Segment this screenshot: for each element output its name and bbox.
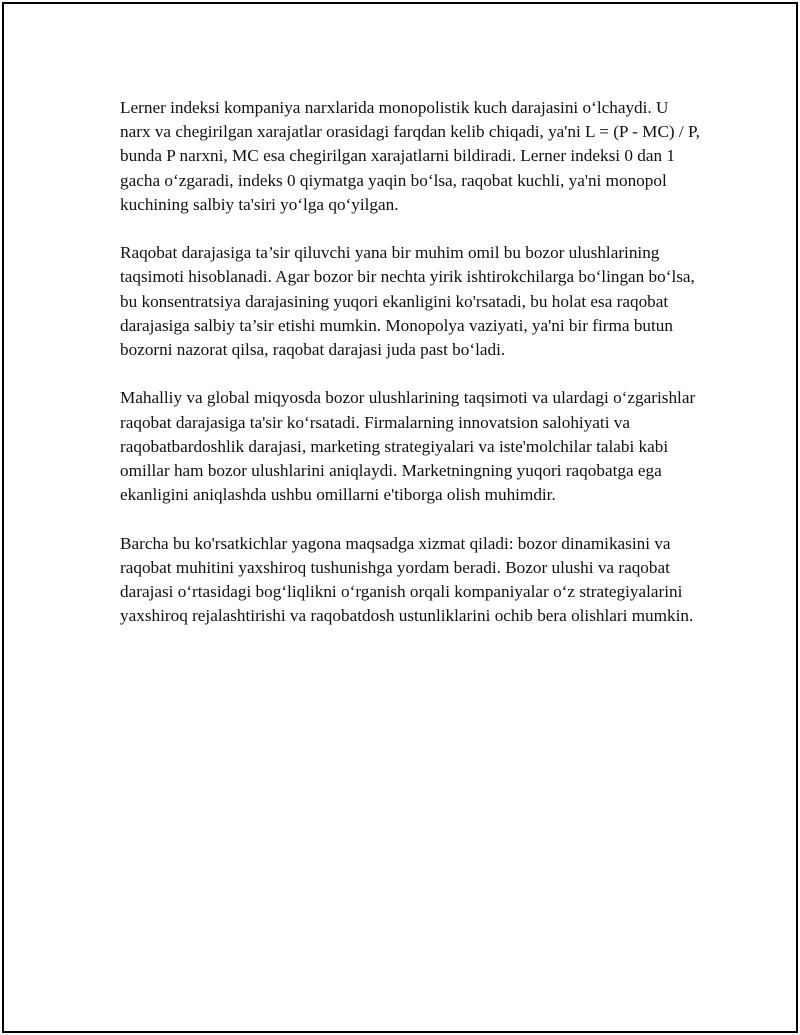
document-body	[120, 96, 700, 653]
paragraph-market-share-distribution: Raqobat darajasiga ta’sir qiluvchi yana bir muhim omil bu bozor ulushlarining taqsimoti hisoblanadi. Agar bozor bir nechta yirik ishtirokchilarga bo‘lingan bo‘lsa, bu konsentratsiya darajasining yuqori ekanligini ko'rsatadi, bu holat esa raqobat darajasiga salbiy ta’sir etishi mumkin. Monopolya vaziyati, ya'ni bir firma butun bozorni nazorat qilsa, raqobat darajasi juda past bo‘ladi.	[120, 243, 695, 360]
paragraph-lerner-index: Lerner indeksi kompaniya narxlarida monopolistik kuch darajasini o‘lchaydi. U narx va chegirilgan xarajatlar orasidagi farqdan kelib chiqadi, ya'ni L = (P - MC) / P, bunda P narxni, MC esa chegirilgan xarajatlarni bildiradi. Lerner indeksi 0 dan 1 gacha o‘zgaradi, indeks 0 qiymatga yaqin bo‘lsa, raqobat kuchli, ya'ni monopol kuchining salbiy ta'siri yo‘lga qo‘yilgan.	[120, 98, 700, 214]
paragraph-conclusion: Barcha bu ko'rsatkichlar yagona maqsadga xizmat qiladi: bozor dinamikasini va raqobat muhitini yaxshiroq tushunishga yordam beradi. Bozor ulushi va raqobat darajasi o‘rtasidagi bog‘liqlikni o‘rganish orqali kompaniyalar o‘z strategiyalarini yaxshiroq rejalashtirishi va raqobatdosh ustunliklarini ochib bera olishlari mumkin.	[120, 533, 694, 626]
document-page	[2, 2, 798, 1033]
paragraph-local-global-factors: Mahalliy va global miqyosda bozor ulushlarining taqsimoti va ulardagi o‘zgarishlar raqobat darajasiga ta'sir ko‘rsatadi. Firmalarning innovatsion salohiyati va raqobatbardoshlik darajasi, marketing strategiyalari va iste'molchilar talabi kabi omillar ham bozor ulushlarini aniqlaydi. Marketningning yuqori raqobatga ega ekanligini aniqlashda ushbu omillarni e'tiborga olish muhimdir.	[120, 388, 696, 505]
